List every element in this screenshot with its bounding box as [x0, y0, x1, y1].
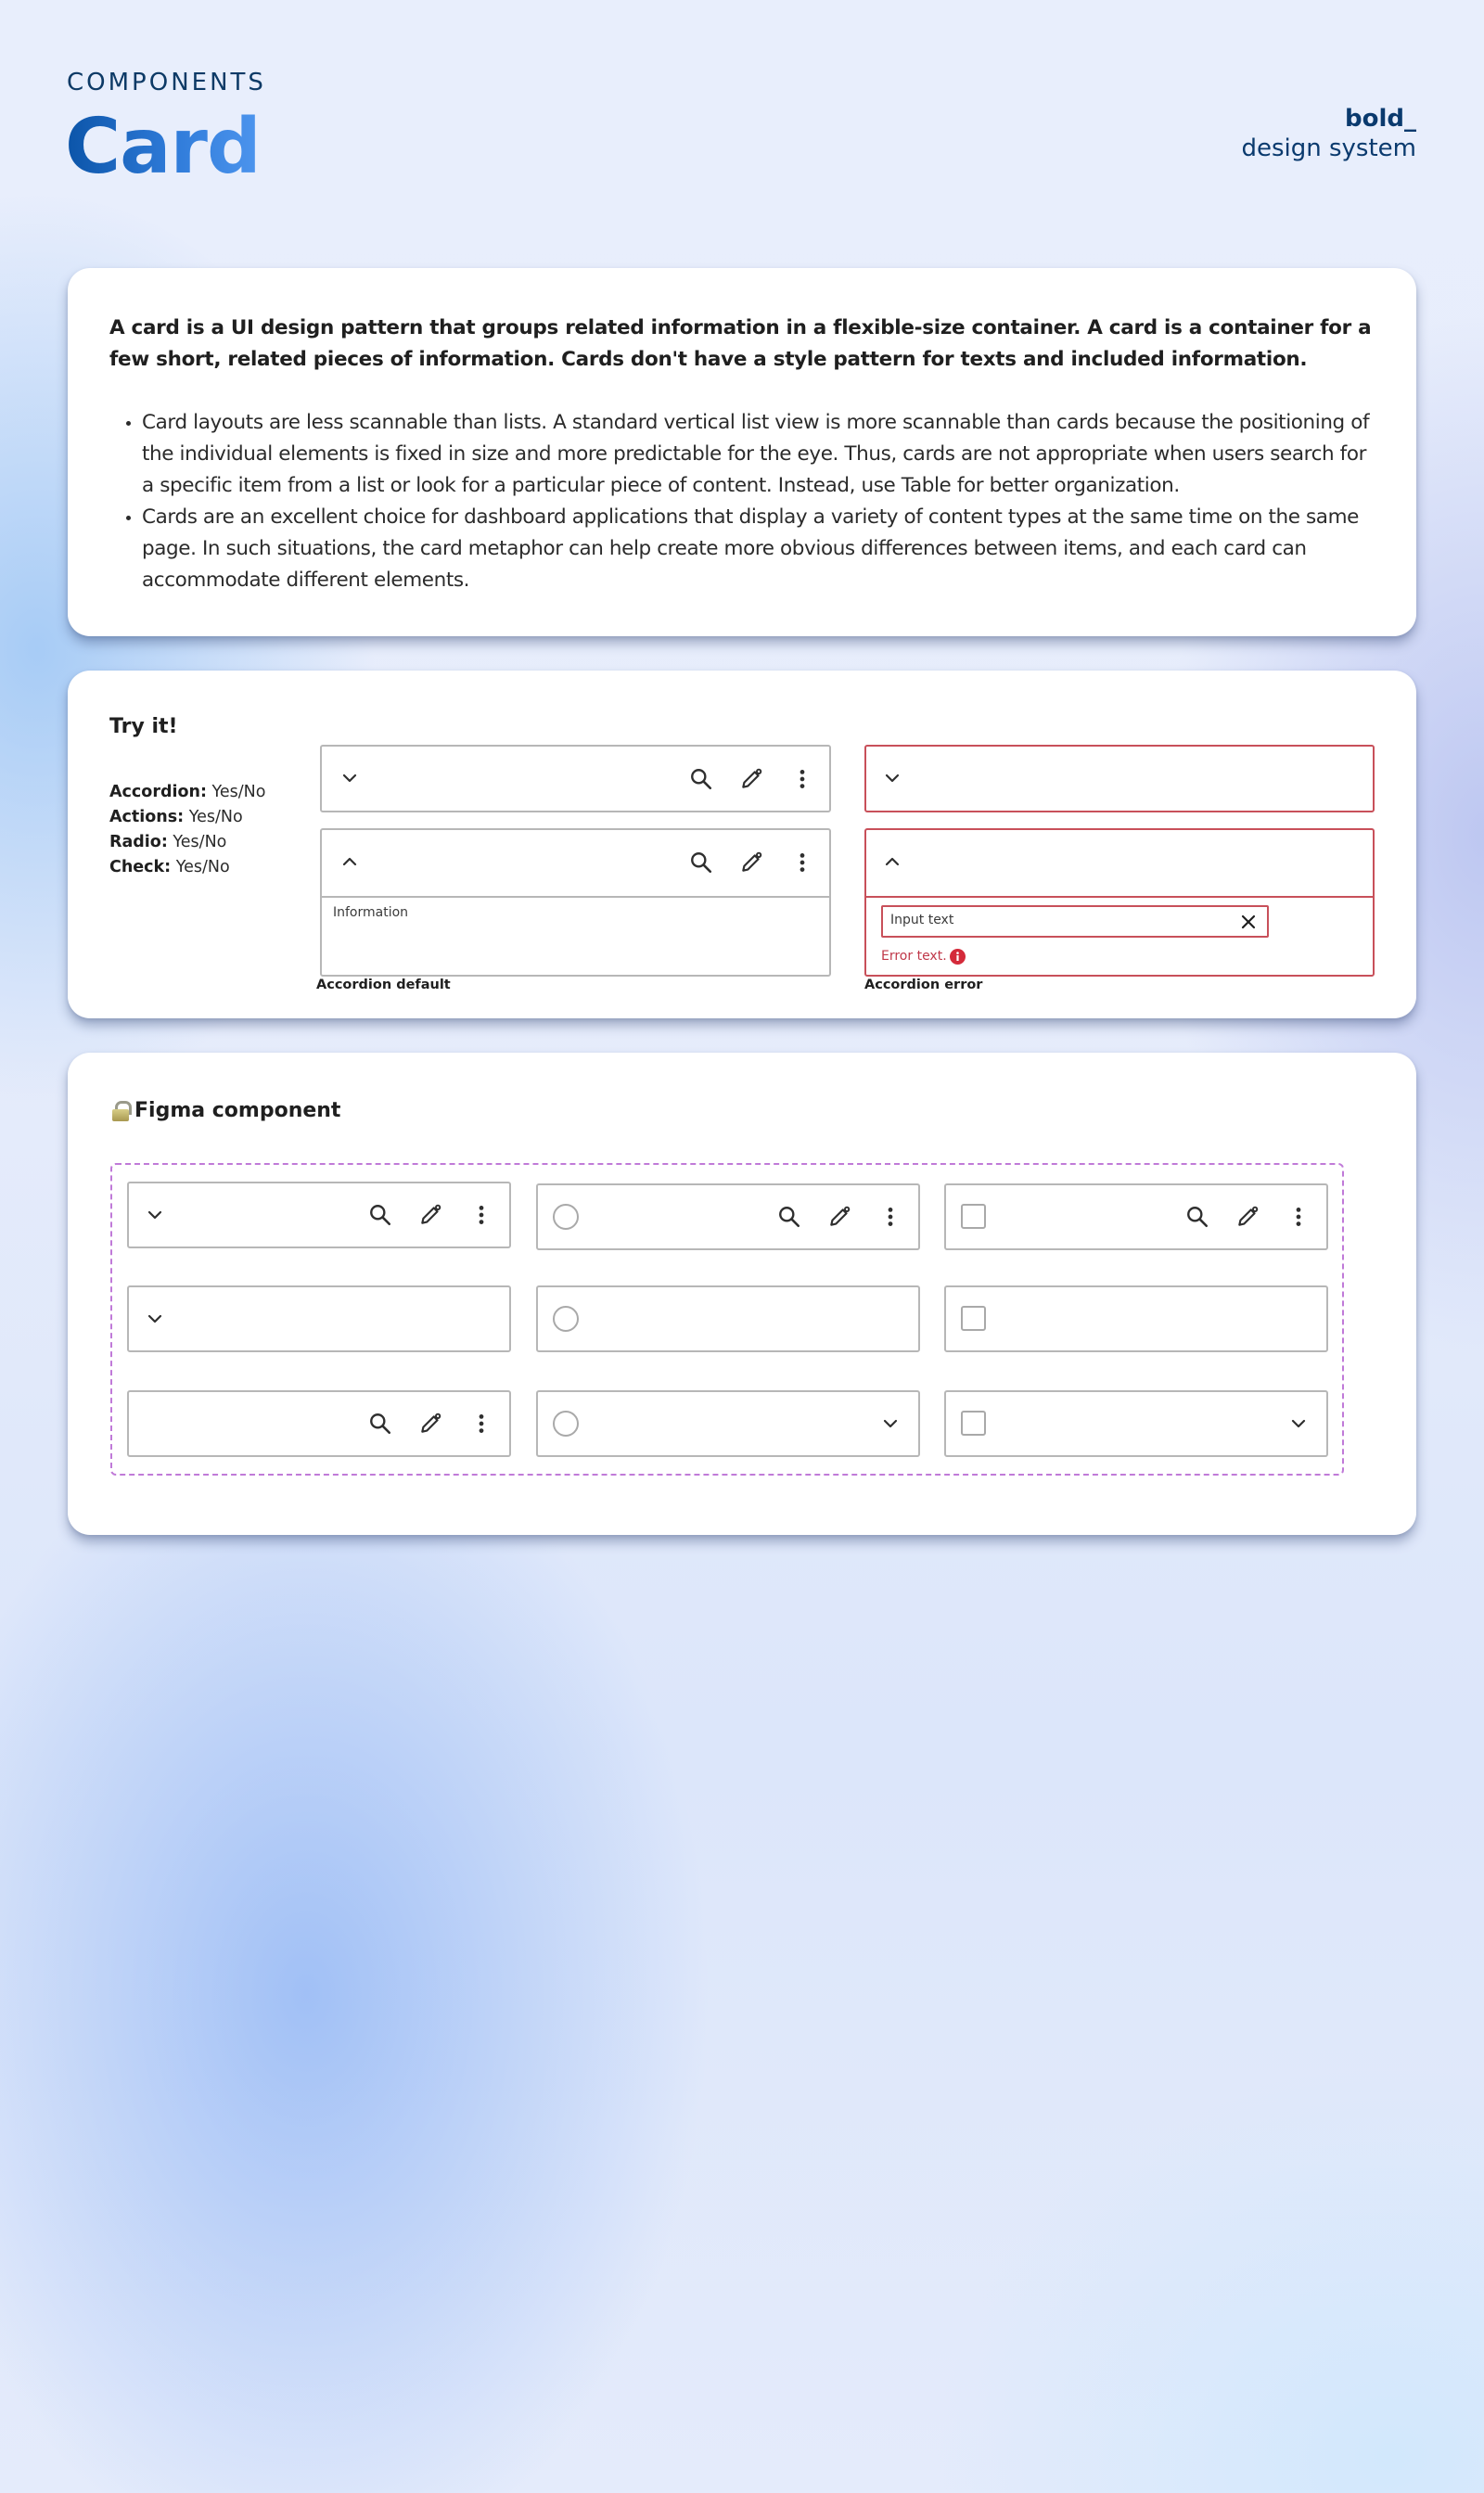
property-value: Yes/No: [173, 833, 227, 851]
search-icon[interactable]: [1185, 1205, 1209, 1229]
property-radio[interactable]: [109, 830, 265, 855]
property-label: Check:: [109, 858, 172, 876]
search-icon[interactable]: [368, 1412, 392, 1436]
chevron-down-icon[interactable]: [340, 769, 359, 787]
pencil-icon[interactable]: [418, 1203, 442, 1227]
information-text: Information: [333, 905, 409, 920]
intro-bullet: • Cards are an excellent choice for dashboard applications that display a variety of content types at the same time on the same page. In such situations, the card metaphor can help create more obvious differences between items, and each card can accommodate different elements.: [142, 502, 1375, 596]
figma-component-frame: [110, 1163, 1344, 1476]
section-eyebrow: COMPONENTS: [67, 69, 266, 96]
kebab-menu-icon[interactable]: [790, 767, 814, 791]
checkbox[interactable]: [961, 1411, 986, 1436]
intro-lead: A card is a UI design pattern that groups related information in a flexible-size container. A card is a container for a few short, related pieces of information. Cards don't have a style pattern for texts and included information.: [109, 316, 1372, 371]
pencil-icon[interactable]: [739, 767, 763, 791]
card-variant-check-accordion[interactable]: [944, 1390, 1328, 1457]
accordion-default-caption: Accordion default: [316, 978, 451, 992]
figma-title-text: Figma component: [134, 1099, 341, 1122]
accordion-header[interactable]: [866, 747, 1373, 812]
radio-button[interactable]: [553, 1204, 579, 1230]
chevron-down-icon[interactable]: [883, 769, 902, 787]
try-it-card: [68, 671, 1416, 1018]
card-variant-check[interactable]: [944, 1285, 1328, 1352]
accordion-body: [322, 896, 829, 975]
accordion-header[interactable]: [866, 830, 1373, 896]
brand-name: bold_: [1345, 105, 1416, 133]
close-icon[interactable]: [1239, 913, 1258, 931]
page-title: Card: [65, 103, 261, 191]
chevron-up-icon[interactable]: [340, 852, 359, 871]
accordion-error-expanded[interactable]: [864, 828, 1375, 977]
accordion-header[interactable]: [322, 830, 829, 896]
figma-component-card: [68, 1053, 1416, 1535]
try-it-title: Try it!: [109, 715, 178, 738]
figma-title: [112, 1099, 340, 1122]
search-icon[interactable]: [689, 767, 713, 791]
accordion-error-caption: Accordion error: [864, 978, 983, 992]
chevron-down-icon[interactable]: [1289, 1414, 1308, 1433]
chevron-down-icon[interactable]: [146, 1310, 164, 1328]
card-variant-radio[interactable]: [536, 1285, 920, 1352]
brand-subtitle: design system: [1241, 134, 1416, 162]
input-value: Input text: [890, 913, 954, 927]
card-variant-radio-accordion[interactable]: [536, 1390, 920, 1457]
radio-button[interactable]: [553, 1411, 579, 1437]
error-info-icon: [950, 949, 966, 965]
checkbox[interactable]: [961, 1204, 986, 1229]
property-actions[interactable]: [109, 805, 265, 830]
brand-logo: [1241, 104, 1416, 163]
error-message: Error text.: [881, 949, 947, 964]
pencil-icon[interactable]: [739, 850, 763, 875]
pencil-icon[interactable]: [1235, 1205, 1260, 1229]
kebab-menu-icon[interactable]: [469, 1412, 493, 1436]
card-variant-actions[interactable]: [127, 1390, 511, 1457]
chevron-up-icon[interactable]: [883, 852, 902, 871]
accordion-default-expanded[interactable]: [320, 828, 831, 977]
intro-card: [68, 268, 1416, 636]
accordion-header[interactable]: [322, 747, 829, 812]
pencil-icon[interactable]: [418, 1412, 442, 1436]
accordion-body: [866, 896, 1373, 975]
card-variant-accordion-actions[interactable]: [127, 1182, 511, 1248]
kebab-menu-icon[interactable]: [878, 1205, 902, 1229]
checkbox[interactable]: [961, 1306, 986, 1331]
error-text-input[interactable]: [881, 905, 1269, 938]
accordion-default-collapsed[interactable]: [320, 745, 831, 812]
property-check[interactable]: [109, 855, 265, 880]
property-value: Yes/No: [188, 808, 243, 826]
intro-bullet-list: [109, 407, 1375, 596]
radio-button[interactable]: [553, 1306, 579, 1332]
card-variant-radio-actions[interactable]: [536, 1183, 920, 1250]
property-value: Yes/No: [175, 858, 230, 876]
chevron-down-icon[interactable]: [881, 1414, 900, 1433]
kebab-menu-icon[interactable]: [469, 1203, 493, 1227]
property-label: Accordion:: [109, 783, 207, 801]
card-variant-check-actions[interactable]: [944, 1183, 1328, 1250]
property-value: Yes/No: [211, 783, 266, 801]
search-icon[interactable]: [368, 1203, 392, 1227]
property-list: [109, 780, 265, 880]
kebab-menu-icon[interactable]: [790, 850, 814, 875]
pencil-icon[interactable]: [827, 1205, 851, 1229]
lock-icon: [112, 1101, 129, 1121]
accordion-error-collapsed[interactable]: [864, 745, 1375, 812]
kebab-menu-icon[interactable]: [1286, 1205, 1311, 1229]
search-icon[interactable]: [689, 850, 713, 875]
property-accordion[interactable]: [109, 780, 265, 805]
card-variant-accordion[interactable]: [127, 1285, 511, 1352]
property-label: Actions:: [109, 808, 185, 826]
intro-bullet: • Card layouts are less scannable than lists. A standard vertical list view is more scannable than cards because the positioning of the individual elements is fixed in size and more predictable for the eye. Thus, cards are not appropriate when users search for a specific item from a list or look for a particular piece of content. Instead, use Table for better organization.: [142, 407, 1375, 502]
property-label: Radio:: [109, 833, 168, 851]
chevron-down-icon[interactable]: [146, 1206, 164, 1224]
search-icon[interactable]: [777, 1205, 801, 1229]
